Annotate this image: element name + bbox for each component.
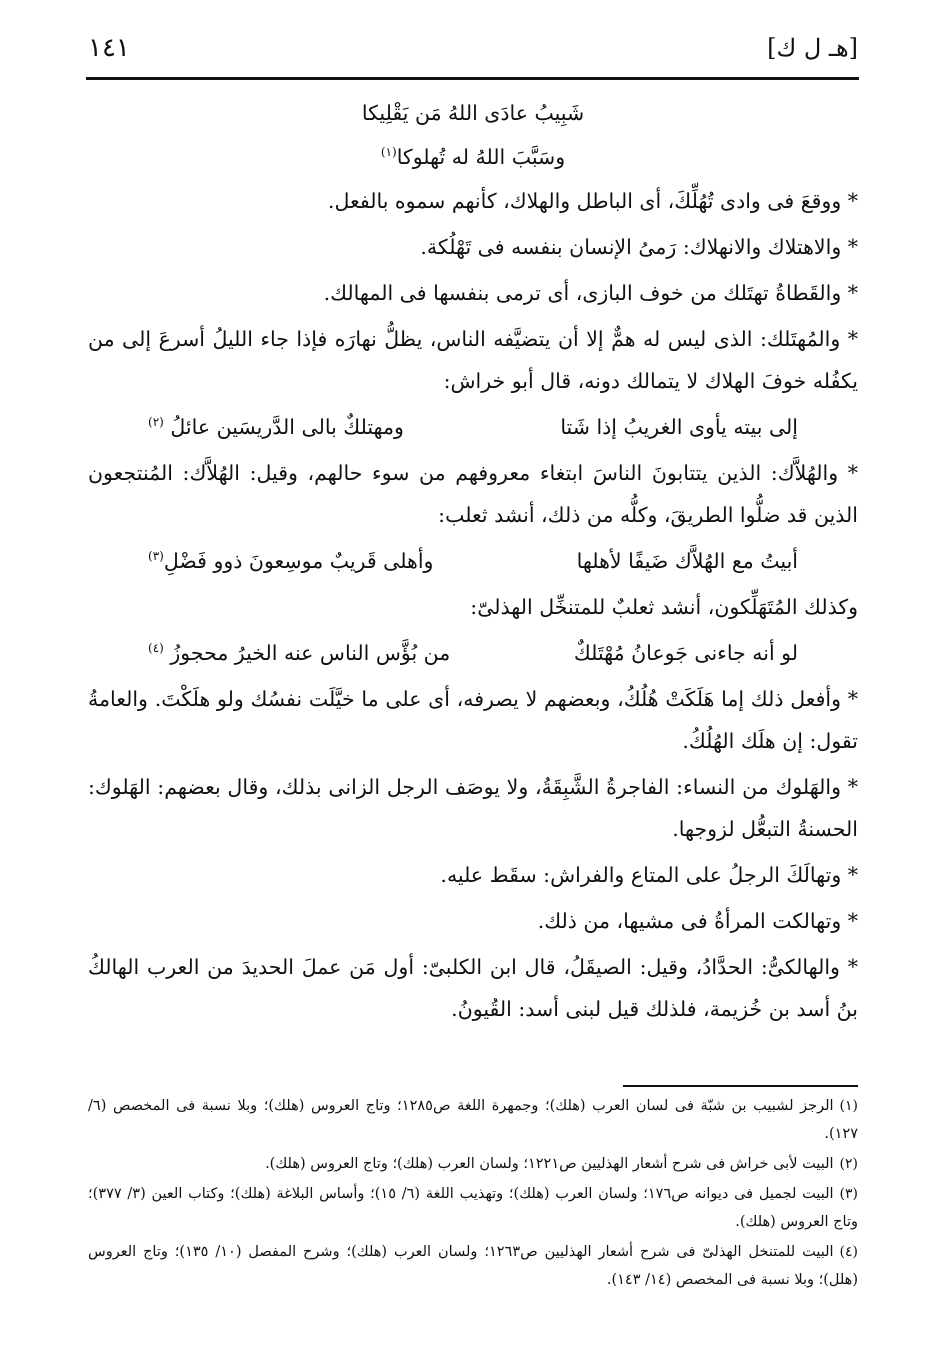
footnote: (٣)البيت لجميل فى ديوانه ص١٧٦؛ ولسان العرب (هلك)؛ وتهذيب اللغة (٦/ ١٥)؛ وأساس البلاغة (هلك)؛ وكتاب العين (٣/ ٣٧٧)؛ وتاج العروس (هلك). xyxy=(88,1186,859,1230)
paragraph: * والاهتلاك والانهلاك: رَمىُ الإنسان بنفسه فى تَهْلُكة. xyxy=(420,235,858,259)
verse-hemistich-right: لو أنه جاءنى جَوعانُ مُهْتَلكٌ xyxy=(573,641,798,665)
verse-line: شَبِيبُ عادَى اللهُ مَن يَقْلِيكا xyxy=(361,101,585,125)
verse-line: وسَبَّبَ اللهُ له تُهلوكا$^{(١)}$ xyxy=(380,145,566,169)
footnote: (١)الرجز لشبيب بن شبّة فى لسان العرب (هلك)؛ وجمهرة اللغة ص١٢٨٥؛ وتاج العروس (هلك)؛ وبلا نسبة فى المخصص (٦/ ١٢٧). xyxy=(88,1098,859,1142)
paragraph: * والهَلوك من النساء: الفاجرةُ الشَّبِقَةُ، ولا يوصَف الرجل الزانى بذلك، وقال بعضهم: الهَلوك: الحسنةُ التبعُّل لزوجها. xyxy=(88,775,858,841)
paragraph: وكذلك المُتَهَلِّكون، أنشد ثعلبٌ للمتنخِّل الهذلىّ: xyxy=(470,595,858,619)
paragraph: * والهالكىُّ: الحدَّادُ، وقيل: الصيقَلُ، قال ابن الكلبىّ: أول مَن عملَ الحديدَ من العرب الهالكُ بنُ أسد بن خُزيمة، فلذلك قيل لبنى أسد: القُيونُ. xyxy=(88,955,858,1021)
root-heading: [هـ ل ك] xyxy=(767,34,858,62)
footnote: (٤)البيت للمتنخل الهذلىّ فى شرح أشعار الهذليين ص١٢٦٣؛ ولسان العرب (هلك)؛ وشرح المفصل (١٠/ ١٣٥)؛ وتاج العروس (هلل)؛ وبلا نسبة فى المخصص (١٤/ ١٤٣). xyxy=(88,1244,858,1288)
paragraph: * والقَطاةُ تهتَلك من خوف البازى، أى ترمى بنفسها فى المهالك. xyxy=(323,281,858,305)
page-number: ١٤١ xyxy=(88,33,130,63)
footnote-ref: (٣) xyxy=(148,549,164,564)
paragraph: * وتهالكت المرأةُ فى مشيها، من ذلك. xyxy=(537,909,858,933)
verse-couplet xyxy=(88,632,858,674)
footnote-ref: (١) xyxy=(380,145,397,160)
verse-couplet xyxy=(88,540,858,582)
verse-hemistich-left: ومهتلكٌ بالى الدَّريسَين عائلُ $^{(٢)}$ xyxy=(148,415,404,439)
page-header xyxy=(88,24,858,72)
paragraph: * والمُهتَلك: الذى ليس له همٌّ إلا أن يتضيَّفه الناس، يظلُّ نهارَه فإذا جاء الليلُ أسرعَ إلى من يكفُله خوفَ الهلاك لا يتمالك دونه، قال أبو خراش: xyxy=(88,327,858,393)
header-rule xyxy=(86,77,859,80)
paragraph: * ووقعَ فى وادى تُهُلِّكَ، أى الباطل والهلاك، كأنهم سموه بالفعل. xyxy=(327,189,858,213)
main-text xyxy=(88,92,858,1034)
footnote-rule xyxy=(623,1085,858,1087)
verse-hemistich-right: إلى بيته يأوى الغريبُ إذا شَتا xyxy=(560,415,798,439)
paragraph: * والهُلاَّك: الذين يتتابونَ الناسَ ابتغاء معروفهم من سوء حالهم، وقيل: الهُلاَّك: المُنتجعون الذين قد ضلُّوا الطريقَ، وكلُّه من ذلك، أنشد ثعلب: xyxy=(88,461,858,527)
footnote: (٢)البيت لأبى خراش فى شرح أشعار الهذليين ص١٢٢١؛ ولسان العرب (هلك)؛ وتاج العروس (هلك). xyxy=(265,1156,858,1172)
verse-couplet xyxy=(88,406,858,448)
verse-hemistich-right: أبيتُ مع الهُلاَّك ضَيفًا لأهلها xyxy=(576,549,798,573)
footnotes xyxy=(88,1092,858,1296)
verse-hemistich-left: وأهلى قَريبٌ موسِعونَ ذوو فَضْلِ$^{(٣)}$ xyxy=(148,549,434,573)
verse-hemistich-left: من بُؤَّس الناس عنه الخيرُ محجوزُ $^{(٤)}$ xyxy=(148,641,451,665)
paragraph: * وتهالَكَ الرجلُ على المتاع والفراش: سقَط عليه. xyxy=(440,863,858,887)
footnote-ref: (٤) xyxy=(148,641,164,656)
footnote-ref: (٢) xyxy=(148,415,164,430)
paragraph: * وأفعل ذلك إما هَلَكَتْ هُلُكُ، وبعضهم لا يصرفه، أى على ما خيَّلَت نفسُك ولو هلَكْتَ. والعامةُ تقول: إن هلَك الهُلُكُ. xyxy=(88,687,858,753)
